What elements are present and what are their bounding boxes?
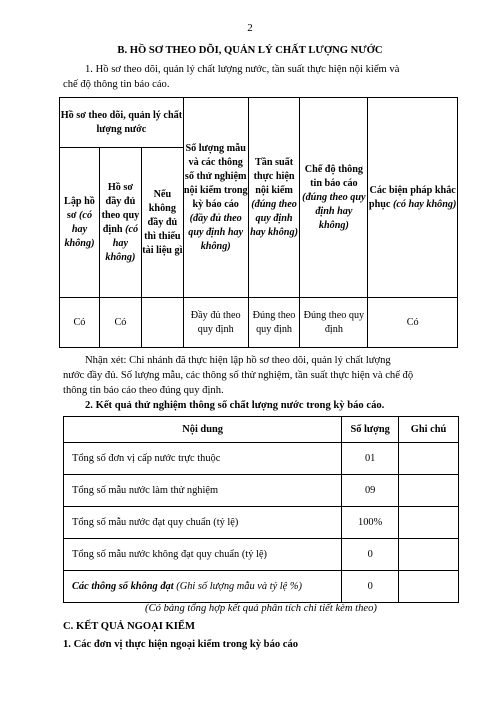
sub2-heading: 2. Kết quả thử nghiệm thông số chất lượng nước trong kỳ báo cáo. [85, 400, 385, 411]
col-header-thieu: Nếu không đầy đủ thì thiếu tài liệu gì [141, 148, 183, 298]
table-row [64, 507, 459, 539]
cell-noi-dung: Tổng số mẫu nước không đạt quy chuẩn (tỷ lệ) [64, 539, 342, 571]
table-row [64, 571, 459, 603]
table-row [64, 443, 459, 475]
col-header-che-do: Chế độ thông tin báo cáo (đúng theo quy định hay không) [300, 98, 368, 298]
cell-so-luong: 0 [342, 539, 399, 571]
cell-tan-suat: Đúng theo quy định [248, 298, 300, 348]
cell-bien-phap: Có [368, 298, 458, 348]
section-c-heading: C. KẾT QUẢ NGOẠI KIỂM [63, 621, 195, 632]
cell-ghi-chu [399, 443, 459, 475]
sub1-intro-line2: chế độ thông tin báo cáo. [63, 79, 170, 90]
results-table [63, 416, 459, 603]
cell-noi-dung: Tổng số mẫu nước làm thử nghiệm [64, 475, 342, 507]
nhan-xet-line3: thông tin báo cáo theo đúng quy định. [63, 385, 224, 396]
col-header-day-du: Hồ sơ đầy đủ theo quy định (có hay không) [99, 148, 141, 298]
nhan-xet-line2: nước đầy đủ. Số lượng mẫu, các thông số thử nghiệm, tần suất thực hiện và chế độ [63, 370, 414, 381]
col-header-tan-suat: Tần suất thực hiện nội kiểm (đúng theo quy định hay không) [248, 98, 300, 298]
cell-che-do: Đúng theo quy định [300, 298, 368, 348]
cell-noi-dung: Tổng số đơn vị cấp nước trực thuộc [64, 443, 342, 475]
table-row [60, 298, 458, 348]
nhan-xet-line1: Nhận xét: Chi nhánh đã thực hiện lập hồ sơ theo dõi, quản lý chất lượng [85, 355, 391, 366]
cell-ghi-chu [399, 571, 459, 603]
col-header-bien-phap: Các biện pháp khắc phục (có hay không) [368, 98, 458, 298]
col-header-lap-hoso: Lập hồ sơ (có hay không) [60, 148, 100, 298]
table-row [64, 475, 459, 507]
cell-lap-hoso: Có [60, 298, 100, 348]
cell-so-luong: 100% [342, 507, 399, 539]
cell-ghi-chu [399, 475, 459, 507]
table2-note: (Có bảng tổng hợp kết quả phân tích chi tiết kèm theo) [145, 603, 377, 614]
cell-ghi-chu [399, 539, 459, 571]
group-header: Hồ sơ theo dõi, quản lý chất lượng nước [60, 98, 184, 148]
col-header-so-luong: Số lượng mẫu và các thông số thử nghiệm nội kiểm trong kỳ báo cáo (đầy đủ theo quy định hay không) [183, 98, 248, 298]
cell-so-luong: 01 [342, 443, 399, 475]
header-noi-dung: Nội dung [64, 417, 342, 443]
cell-so-luong: 0 [342, 571, 399, 603]
records-table [59, 97, 458, 348]
table-row [64, 539, 459, 571]
section-c-sub1-heading: 1. Các đơn vị thực hiện ngoại kiểm trong kỳ báo cáo [63, 639, 299, 650]
cell-so-luong: 09 [342, 475, 399, 507]
cell-noi-dung: Các thông số không đạt (Ghi số lượng mẫu và tỷ lệ %) [64, 571, 342, 603]
section-b-heading: B. HỒ SƠ THEO DÕI, QUẢN LÝ CHẤT LƯỢNG NƯỚC [117, 45, 383, 56]
header-ghi-chu: Ghi chú [399, 417, 459, 443]
sub1-intro-line1: 1. Hồ sơ theo dõi, quản lý chất lượng nước, tần suất thực hiện nội kiểm và [85, 64, 400, 75]
cell-day-du: Có [99, 298, 141, 348]
cell-so-luong: Đầy đủ theo quy định [183, 298, 248, 348]
page-number: 2 [247, 22, 253, 34]
cell-thieu [141, 298, 183, 348]
cell-ghi-chu [399, 507, 459, 539]
cell-noi-dung: Tổng số mẫu nước đạt quy chuẩn (tỷ lệ) [64, 507, 342, 539]
header-so-luong: Số lượng [342, 417, 399, 443]
